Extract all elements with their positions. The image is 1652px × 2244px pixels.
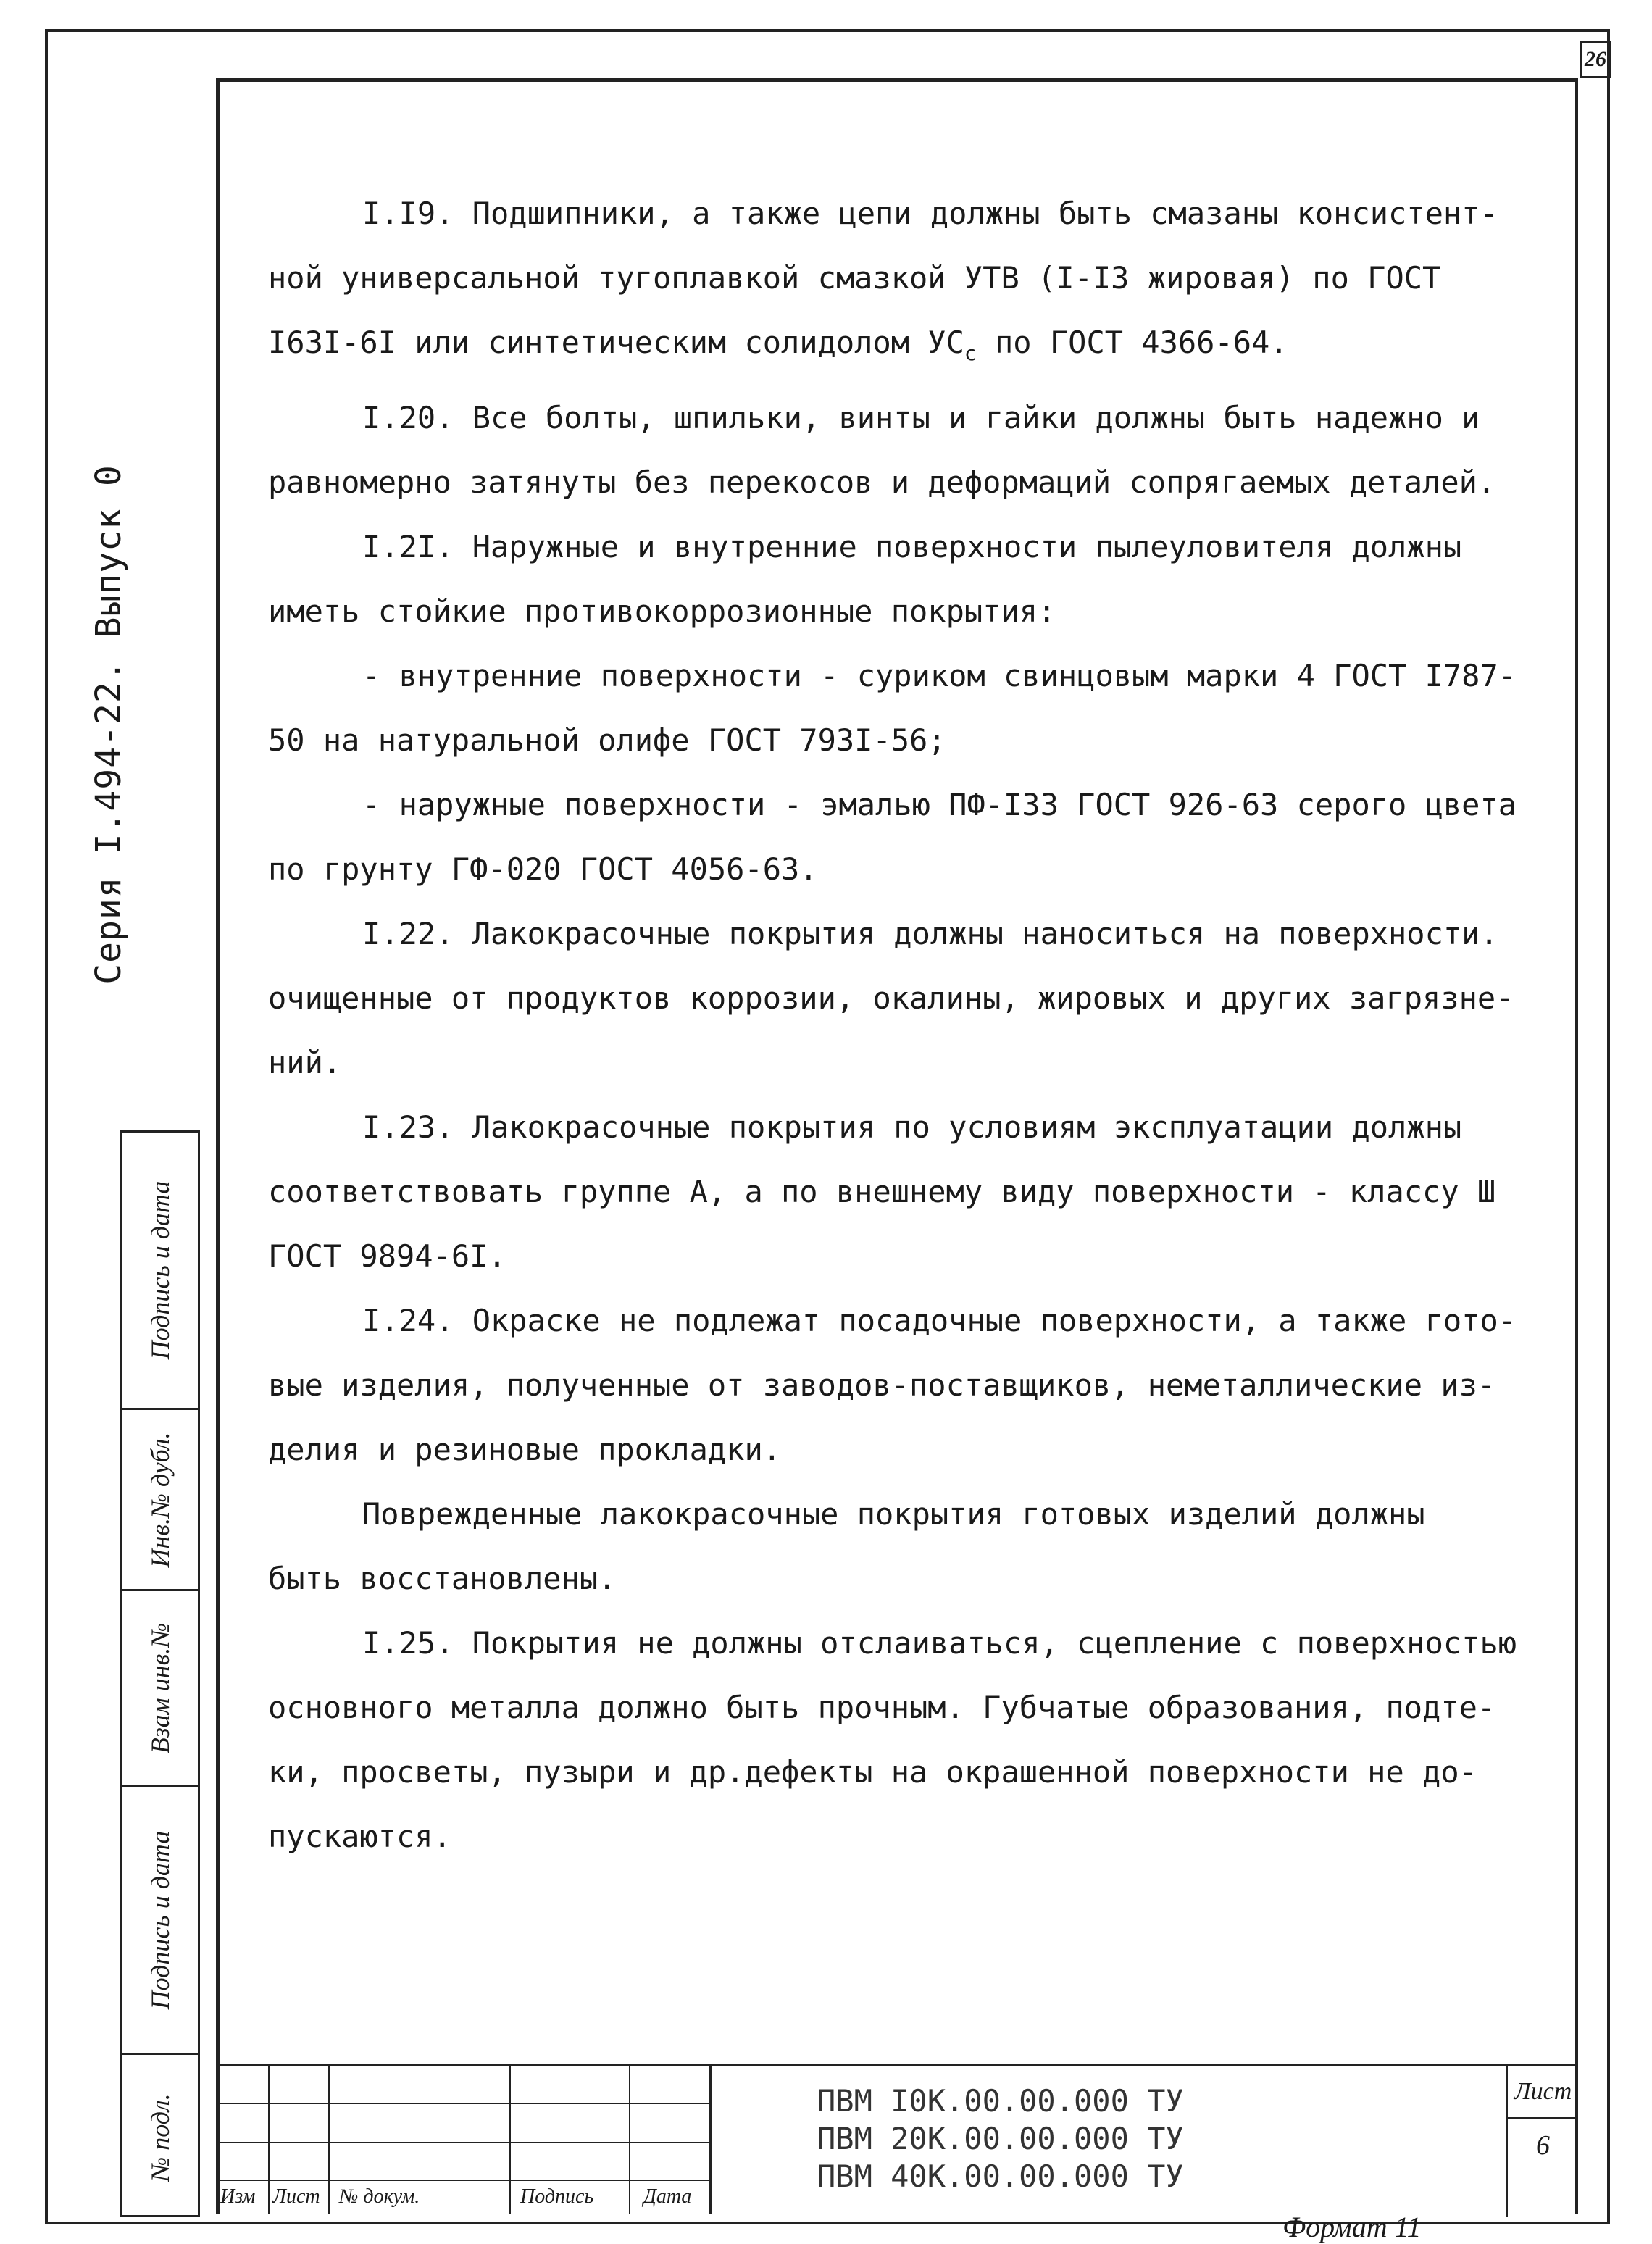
designation-line: ПВМ I0К.00.00.000 ТУ bbox=[817, 2083, 1184, 2119]
paragraph-1-22 bbox=[268, 901, 1572, 1095]
grid-row-line bbox=[216, 2103, 709, 2104]
text-line: пускаются. bbox=[268, 1819, 451, 1854]
subscript: с bbox=[964, 341, 977, 365]
text-line: основного металла должно быть прочным. Губчатые образования, подте- bbox=[268, 1690, 1496, 1725]
title-block-divider bbox=[709, 2066, 712, 2214]
text-line: по грунту ГФ-020 ГОСТ 4056-63. bbox=[268, 851, 818, 887]
document-body bbox=[268, 181, 1572, 1869]
text-line: I.20. Все болты, шпильки, винты и гайки должны быть надежно и bbox=[362, 400, 1480, 435]
paragraph-1-23 bbox=[268, 1095, 1572, 1288]
text-line: Поврежденные лакокрасочные покрытия готовых изделий должны bbox=[362, 1496, 1425, 1532]
col-label-signature: Подпись bbox=[520, 2185, 594, 2208]
col-label-change: Изм bbox=[220, 2185, 256, 2208]
paragraph-1-25 bbox=[268, 1611, 1572, 1869]
side-stamp bbox=[120, 1130, 200, 2217]
list-item-inner-surfaces bbox=[268, 643, 1572, 772]
designation-line: ПВМ 40К.00.00.000 ТУ bbox=[817, 2159, 1184, 2194]
sheet-label: Лист bbox=[1508, 2066, 1578, 2119]
col-label-doc-no: № докум. bbox=[339, 2185, 420, 2208]
text-line: ки, просветы, пузыри и др.дефекты на окрашенной поверхности не до- bbox=[268, 1754, 1477, 1790]
title-block bbox=[216, 2064, 1578, 2214]
stamp-cell-duplicate-inv: Инв.№ дубл. bbox=[122, 1408, 198, 1589]
format-label: Формат 11 bbox=[1282, 2211, 1422, 2243]
text-line: I.25. Покрытия не должны отслаиваться, сцепление с поверхностью bbox=[362, 1625, 1517, 1661]
text-line: ГОСТ 9894-6I. bbox=[268, 1238, 506, 1274]
text-line: I.23. Лакокрасочные покрытия по условиям эксплуатации должны bbox=[362, 1109, 1462, 1145]
text-line: I.22. Лакокрасочные покрытия должны наноситься на поверхности. bbox=[362, 916, 1498, 951]
corner-sheet-number: 26 bbox=[1580, 41, 1611, 78]
paragraph-damaged-coatings bbox=[268, 1482, 1572, 1611]
text-line: I.24. Окраске не подлежат посадочные поверхности, а также гото- bbox=[362, 1303, 1517, 1338]
sheet-number: 6 bbox=[1536, 2130, 1550, 2161]
sheet-box bbox=[1506, 2066, 1578, 2217]
list-item-outer-surfaces bbox=[268, 772, 1572, 901]
paragraph-1-19 bbox=[268, 181, 1572, 385]
stamp-cell-original-no: № подл. bbox=[122, 2053, 198, 2219]
col-label-sheet: Лист bbox=[272, 2185, 320, 2208]
col-label-date: Дата bbox=[643, 2185, 692, 2208]
grid-row-line bbox=[216, 2142, 709, 2143]
stamp-cell-replacement-inv: Взам инв.№ bbox=[122, 1589, 198, 1785]
text-line: - наружные поверхности - эмалью ПФ-I33 ГОСТ 926-63 серого цвета bbox=[362, 787, 1517, 822]
stamp-cell-signature-date-2: Подпись и дата bbox=[122, 1785, 198, 2053]
text-line: равномерно затянуты без перекосов и деформаций сопрягаемых деталей. bbox=[268, 464, 1496, 500]
designation-line: ПВМ 20К.00.00.000 ТУ bbox=[817, 2121, 1184, 2156]
text-line: ний. bbox=[268, 1045, 342, 1080]
text-line: соответствовать группе А, а по внешнему виду поверхности - классу Ш bbox=[268, 1174, 1496, 1209]
paragraph-1-21 bbox=[268, 514, 1572, 643]
text-line: очищенные от продуктов коррозии, окалины, жировых и других загрязне- bbox=[268, 980, 1514, 1016]
text-line: I63I-6I или синтетическим солидолом $УС_с$ по ГОСТ 4366-64. bbox=[268, 325, 1288, 365]
revision-column-labels bbox=[216, 2181, 709, 2216]
paragraph-1-20 bbox=[268, 385, 1572, 514]
text-line: - внутренние поверхности - суриком свинцовым марки 4 ГОСТ I787- bbox=[362, 658, 1517, 693]
text-line: делия и резиновые прокладки. bbox=[268, 1432, 782, 1467]
text-line: вые изделия, полученные от заводов-поставщиков, неметаллические из- bbox=[268, 1367, 1496, 1403]
document-designation bbox=[817, 2082, 1184, 2195]
text-line: иметь стойкие противокоррозионные покрытия: bbox=[268, 593, 1056, 629]
stamp-cell-signature-date: Подпись и дата bbox=[146, 1180, 175, 1360]
text-line: I.I9. Подшипники, а также цепи должны быть смазаны консистент- bbox=[362, 196, 1498, 231]
text-line: ной универсальной тугоплавкой смазкой УТВ (I-I3 жировая) по ГОСТ bbox=[268, 260, 1441, 296]
paragraph-1-24 bbox=[268, 1288, 1572, 1482]
revision-grid bbox=[216, 2066, 709, 2214]
text-line: быть восстановлены. bbox=[268, 1561, 617, 1596]
text-line: 50 на натуральной олифе ГОСТ 793I-56; bbox=[268, 722, 946, 758]
text-line: I.2I. Наружные и внутренние поверхности пылеуловителя должны bbox=[362, 529, 1462, 564]
series-label: Серия I.494-22. Выпуск 0 bbox=[88, 464, 129, 985]
